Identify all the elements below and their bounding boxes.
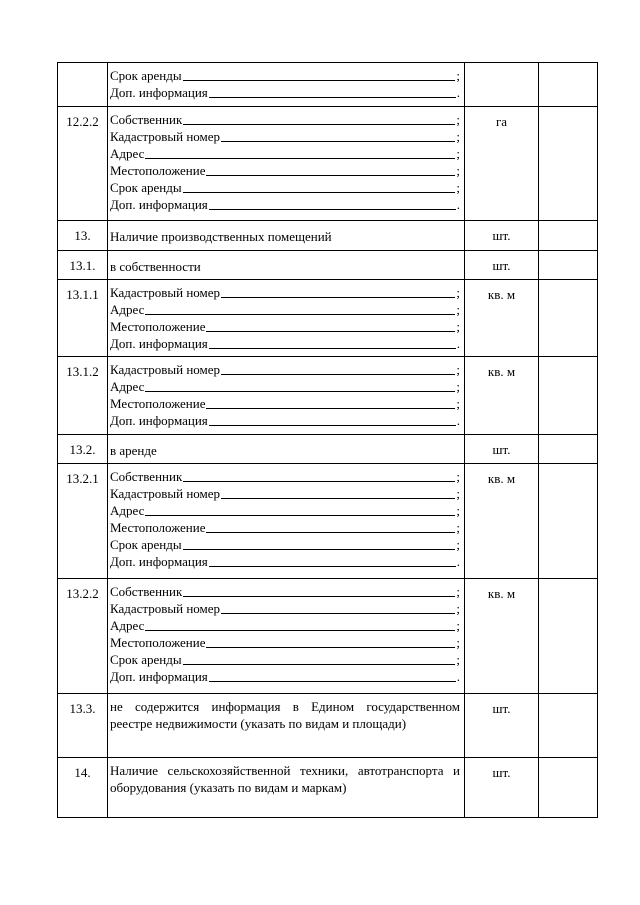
blank-underline[interactable] [209, 347, 456, 349]
blank-underline[interactable] [183, 123, 455, 125]
row-unit: шт. [465, 435, 539, 464]
field-label: Адрес [110, 618, 145, 633]
table-row [58, 280, 598, 357]
fill-line [110, 583, 460, 600]
fill-line [110, 536, 460, 553]
field-label: Кадастровый номер [110, 486, 221, 501]
form-table [57, 62, 598, 818]
row-description [108, 435, 465, 464]
table-row [58, 107, 598, 221]
row-unit: кв. м [465, 464, 539, 579]
row-description [108, 357, 465, 435]
row-unit: кв. м [465, 579, 539, 694]
field-label: Доп. информация [110, 336, 208, 351]
row-value-cell[interactable] [539, 280, 598, 357]
blank-underline[interactable] [209, 565, 456, 567]
row-unit: га [465, 107, 539, 221]
table-row [58, 579, 598, 694]
table-row [58, 464, 598, 579]
row-description [108, 221, 465, 251]
field-label: Срок аренды [110, 68, 182, 83]
fill-line [110, 502, 460, 519]
row-value-cell[interactable] [539, 435, 598, 464]
fill-line [110, 553, 460, 570]
row-description [108, 251, 465, 280]
row-number: 13.3. [58, 694, 108, 758]
blank-underline[interactable] [145, 313, 455, 315]
row-value-cell[interactable] [539, 579, 598, 694]
line-terminator: . [456, 669, 460, 684]
fill-line [110, 519, 460, 536]
blank-underline[interactable] [183, 548, 456, 550]
row-number: 13.1.1 [58, 280, 108, 357]
line-terminator: . [456, 554, 460, 569]
fill-line [110, 378, 460, 395]
field-label: Местоположение [110, 520, 206, 535]
line-terminator: ; [456, 503, 460, 518]
line-terminator: ; [456, 302, 460, 317]
field-label: Адрес [110, 302, 145, 317]
blank-underline[interactable] [209, 208, 456, 210]
field-label: Адрес [110, 146, 145, 161]
line-terminator: ; [456, 180, 460, 195]
blank-underline[interactable] [183, 191, 456, 193]
line-terminator: ; [456, 112, 460, 127]
blank-underline[interactable] [183, 79, 456, 81]
line-terminator: ; [456, 469, 460, 484]
row-text: в собственности [110, 259, 201, 274]
blank-underline[interactable] [183, 595, 455, 597]
row-unit: кв. м [465, 280, 539, 357]
fill-line [110, 318, 460, 335]
line-terminator: ; [456, 319, 460, 334]
field-label: Местоположение [110, 635, 206, 650]
blank-underline[interactable] [206, 646, 455, 648]
row-unit: шт. [465, 221, 539, 251]
row-number: 14. [58, 758, 108, 818]
field-label: Доп. информация [110, 413, 208, 428]
row-unit: кв. м [465, 357, 539, 435]
row-number: 13.1. [58, 251, 108, 280]
blank-underline[interactable] [206, 531, 455, 533]
row-description [108, 579, 465, 694]
row-paragraph: не содержится информация в Едином государственном реестре недвижимости (указать по видам и площади) [110, 699, 460, 731]
fill-line [110, 179, 460, 196]
row-number: 13.2. [58, 435, 108, 464]
table-row [58, 221, 598, 251]
field-label: Кадастровый номер [110, 129, 221, 144]
blank-underline[interactable] [209, 96, 456, 98]
row-number [58, 63, 108, 107]
blank-underline[interactable] [221, 497, 455, 499]
line-terminator: ; [456, 601, 460, 616]
field-label: Местоположение [110, 396, 206, 411]
blank-underline[interactable] [206, 407, 455, 409]
blank-underline[interactable] [206, 330, 455, 332]
row-unit: шт. [465, 758, 539, 818]
fill-line [110, 668, 460, 685]
row-number: 12.2.2 [58, 107, 108, 221]
line-terminator: . [456, 85, 460, 100]
line-terminator: ; [456, 520, 460, 535]
field-label: Доп. информация [110, 554, 208, 569]
field-label: Срок аренды [110, 652, 182, 667]
row-value-cell[interactable] [539, 357, 598, 435]
table-row [58, 251, 598, 280]
fill-line [110, 395, 460, 412]
field-label: Доп. информация [110, 197, 208, 212]
row-value-cell[interactable] [539, 694, 598, 758]
row-description [108, 280, 465, 357]
fill-line [110, 162, 460, 179]
field-label: Кадастровый номер [110, 601, 221, 616]
line-terminator: . [456, 197, 460, 212]
blank-underline[interactable] [221, 296, 455, 298]
row-description [108, 758, 465, 818]
fill-line [110, 84, 460, 101]
row-value-cell[interactable] [539, 758, 598, 818]
line-terminator: . [456, 336, 460, 351]
row-value-cell[interactable] [539, 221, 598, 251]
blank-underline[interactable] [145, 157, 455, 159]
row-description [108, 107, 465, 221]
row-value-cell[interactable] [539, 251, 598, 280]
blank-underline[interactable] [221, 140, 455, 142]
blank-underline[interactable] [183, 480, 455, 482]
fill-line [110, 634, 460, 651]
form-table-body [58, 63, 598, 818]
fill-line [110, 468, 460, 485]
row-paragraph: Наличие сельскохозяйственной техники, автотранспорта и оборудования (указать по видам и маркам) [110, 763, 460, 795]
line-terminator: ; [456, 584, 460, 599]
row-description [108, 694, 465, 758]
line-terminator: ; [456, 652, 460, 667]
fill-line [110, 335, 460, 352]
fill-line [110, 412, 460, 429]
fill-line [110, 301, 460, 318]
fill-line [110, 145, 460, 162]
row-number: 13. [58, 221, 108, 251]
row-value-cell[interactable] [539, 107, 598, 221]
fill-line [110, 284, 460, 301]
field-label: Местоположение [110, 319, 206, 334]
line-terminator: ; [456, 537, 460, 552]
field-label: Собственник [110, 584, 183, 599]
table-row [58, 63, 598, 107]
row-value-cell[interactable] [539, 464, 598, 579]
field-label: Собственник [110, 112, 183, 127]
table-row [58, 357, 598, 435]
field-label: Доп. информация [110, 669, 208, 684]
row-description [108, 63, 465, 107]
line-terminator: ; [456, 379, 460, 394]
field-label: Кадастровый номер [110, 285, 221, 300]
line-terminator: ; [456, 285, 460, 300]
line-terminator: ; [456, 68, 460, 83]
fill-line [110, 600, 460, 617]
field-label: Срок аренды [110, 180, 182, 195]
fill-line [110, 196, 460, 213]
blank-underline[interactable] [183, 663, 456, 665]
blank-underline[interactable] [145, 514, 455, 516]
fill-line [110, 361, 460, 378]
line-terminator: ; [456, 362, 460, 377]
line-terminator: . [456, 413, 460, 428]
table-row [58, 694, 598, 758]
line-terminator: ; [456, 618, 460, 633]
row-text: Наличие производственных помещений [110, 229, 332, 244]
field-label: Доп. информация [110, 85, 208, 100]
field-label: Местоположение [110, 163, 206, 178]
line-terminator: ; [456, 163, 460, 178]
line-terminator: ; [456, 146, 460, 161]
row-description [108, 464, 465, 579]
line-terminator: ; [456, 129, 460, 144]
fill-line [110, 651, 460, 668]
row-text: в аренде [110, 443, 157, 458]
fill-line [110, 128, 460, 145]
fill-line [110, 485, 460, 502]
line-terminator: ; [456, 635, 460, 650]
row-unit: шт. [465, 251, 539, 280]
row-number: 13.1.2 [58, 357, 108, 435]
table-row [58, 758, 598, 818]
row-number: 13.2.1 [58, 464, 108, 579]
row-number: 13.2.2 [58, 579, 108, 694]
blank-underline[interactable] [221, 612, 455, 614]
fill-line [110, 67, 460, 84]
line-terminator: ; [456, 486, 460, 501]
line-terminator: ; [456, 396, 460, 411]
field-label: Кадастровый номер [110, 362, 221, 377]
table-row [58, 435, 598, 464]
row-value-cell[interactable] [539, 63, 598, 107]
field-label: Адрес [110, 503, 145, 518]
field-label: Адрес [110, 379, 145, 394]
row-unit: шт. [465, 694, 539, 758]
blank-underline[interactable] [145, 629, 455, 631]
blank-underline[interactable] [221, 373, 455, 375]
row-unit [465, 63, 539, 107]
fill-line [110, 617, 460, 634]
fill-line [110, 111, 460, 128]
blank-underline[interactable] [209, 424, 456, 426]
blank-underline[interactable] [209, 680, 456, 682]
field-label: Срок аренды [110, 537, 182, 552]
blank-underline[interactable] [145, 390, 455, 392]
blank-underline[interactable] [206, 174, 455, 176]
field-label: Собственник [110, 469, 183, 484]
